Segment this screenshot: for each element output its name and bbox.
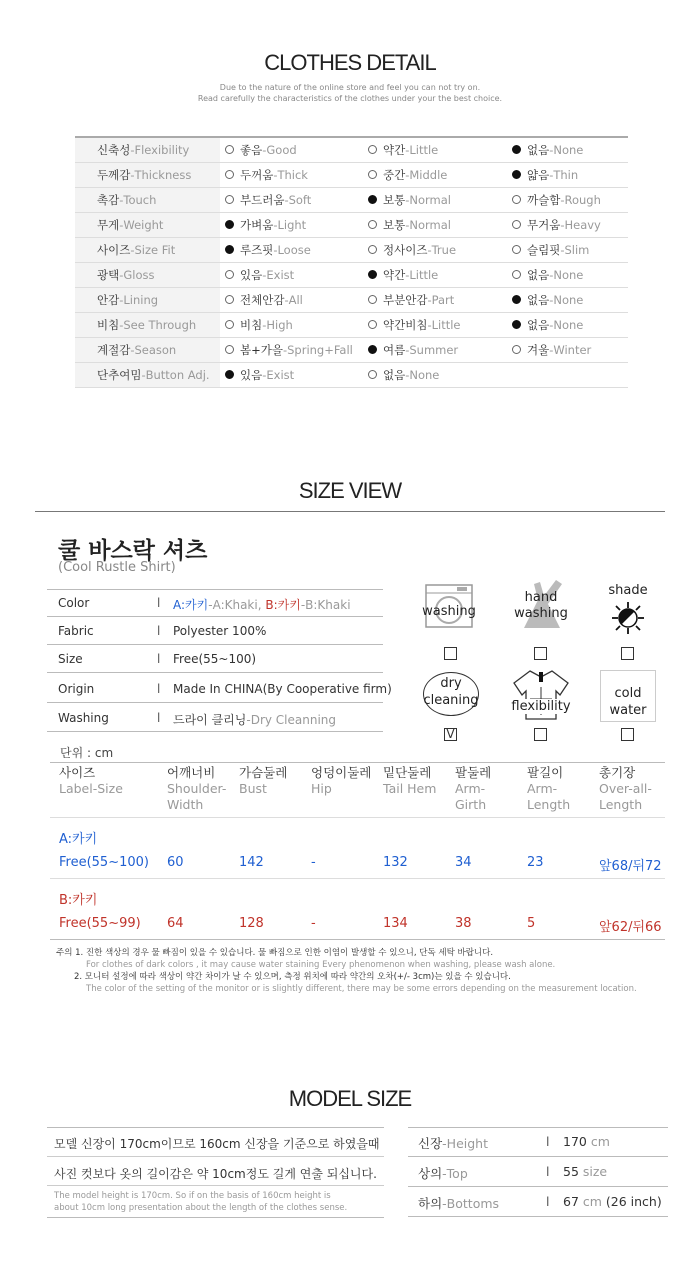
clothes-detail-title: CLOTHES DETAIL	[264, 50, 436, 75]
detail-option: 없음-None	[512, 263, 583, 288]
info-value: Free(55~100)	[173, 652, 257, 666]
size-header-cell: 어깨너비 Shoulder- Width	[167, 765, 227, 812]
detail-option: 약간비침-Little	[368, 313, 460, 338]
color-a: A:카키	[173, 598, 209, 612]
care-label-flexibility: flexibility	[506, 699, 576, 714]
detail-option: 있음-Exist	[225, 363, 294, 388]
note-1-en: For clothes of dark colors , it may cause water staining Every phenomenon when washing, please wash alone.	[86, 960, 556, 970]
checkbox-shade[interactable]	[621, 647, 634, 660]
detail-label: 무게-Weight	[75, 213, 220, 237]
size-row-label: B:카키	[59, 893, 98, 908]
detail-option: 무거움-Heavy	[512, 213, 601, 238]
size-cell: 134	[383, 916, 408, 931]
empty-dot-icon	[225, 345, 234, 354]
model-line-3b: about 10cm long presentation about the length of the clothes sense.	[54, 1203, 348, 1213]
selected-dot-icon	[368, 345, 377, 354]
care-label-washing: washing	[422, 604, 476, 619]
detail-label: 계절감-Season	[75, 338, 220, 362]
size-cell: 5	[527, 916, 536, 931]
detail-row	[75, 288, 628, 313]
info-row-washing	[47, 704, 383, 732]
detail-option: 슬림핏-Slim	[512, 238, 589, 263]
model-measure-row: 신장-Height l 170 cm	[408, 1127, 668, 1157]
empty-dot-icon	[225, 295, 234, 304]
detail-option: 없음-None	[512, 288, 583, 313]
size-cell: -	[311, 916, 316, 931]
selected-dot-icon	[512, 295, 521, 304]
info-value	[173, 711, 336, 728]
shade-sun-icon	[611, 601, 645, 635]
size-header-cell: 사이즈 Label-Size	[59, 765, 123, 796]
detail-option: 정사이즈-True	[368, 238, 456, 263]
model-line-2: 사진 컷보다 옷의 길이감은 약 10cm정도 길게 연출 되십니다.	[54, 1167, 377, 1181]
model-line-3a: The model height is 170cm. So if on the basis of 160cm height is	[54, 1191, 331, 1201]
size-cell: 23	[527, 855, 544, 870]
detail-row	[75, 138, 628, 163]
size-header-cell: 총기장 Over-all- Length	[599, 765, 652, 812]
detail-option: 없음-None	[512, 313, 583, 338]
size-cell: 34	[455, 855, 472, 870]
info-value	[173, 596, 351, 613]
selected-dot-icon	[368, 195, 377, 204]
detail-option: 비침-High	[225, 313, 293, 338]
empty-dot-icon	[368, 320, 377, 329]
model-line-1: 모델 신장이 170cm이므로 160cm 신장을 기준으로 하였을때	[54, 1137, 380, 1151]
divider	[35, 511, 665, 512]
model-measure-row: 상의-Top l 55 size	[408, 1157, 668, 1187]
detail-option: 까슬함-Rough	[512, 188, 601, 213]
detail-row	[75, 313, 628, 338]
divider	[50, 939, 665, 940]
detail-label: 안감-Lining	[75, 288, 220, 312]
info-value: Polyester 100%	[173, 624, 267, 638]
checkbox-washing[interactable]	[444, 647, 457, 660]
detail-label: 비침-See Through	[75, 313, 220, 337]
detail-option: 없음-None	[512, 138, 583, 163]
empty-dot-icon	[225, 270, 234, 279]
detail-option: 있음-Exist	[225, 263, 294, 288]
unit-label: 단위 : cm	[60, 746, 114, 760]
checkbox-hand-washing[interactable]	[534, 647, 547, 660]
color-b-en: -B:Khaki	[300, 598, 351, 612]
empty-dot-icon	[368, 370, 377, 379]
model-line-3-box	[47, 1186, 384, 1218]
detail-option: 보통-Normal	[368, 188, 451, 213]
info-key: Washing	[58, 711, 109, 725]
clothes-detail-subtitle-2: Read carefully the characteristics of the clothes under your the best choice.	[197, 94, 503, 103]
checkbox-flexibility[interactable]	[534, 728, 547, 741]
detail-option: 약간-Little	[368, 138, 438, 163]
size-header-cell: 엉덩이둘레 Hip	[311, 765, 372, 796]
empty-dot-icon	[225, 170, 234, 179]
care-label-shade: shade	[608, 583, 648, 598]
detail-row	[75, 213, 628, 238]
empty-dot-icon	[512, 220, 521, 229]
detail-option: 봄+가을-Spring+Fall	[225, 338, 353, 363]
size-cell: Free(55~99)	[59, 916, 141, 931]
divider	[50, 878, 665, 879]
model-line-1-box	[47, 1127, 384, 1157]
size-cell: 128	[239, 916, 264, 931]
detail-option: 얇음-Thin	[512, 163, 578, 188]
detail-row	[75, 238, 628, 263]
detail-option: 없음-None	[368, 363, 439, 388]
empty-dot-icon	[512, 270, 521, 279]
separator: l	[157, 711, 161, 725]
selected-dot-icon	[368, 270, 377, 279]
detail-label: 신축성-Flexibility	[75, 138, 220, 162]
washing-ko: 드라이 클리닝	[173, 713, 247, 727]
empty-dot-icon	[368, 220, 377, 229]
color-a-en: -A:Khaki,	[208, 598, 266, 612]
separator: l	[157, 624, 161, 638]
detail-label: 두께감-Thickness	[75, 163, 220, 187]
color-b: B:카키	[265, 598, 301, 612]
checkbox-cold-water[interactable]	[621, 728, 634, 741]
detail-row	[75, 263, 628, 288]
size-row-label: A:카키	[59, 832, 98, 847]
size-cell: 64	[167, 916, 184, 931]
size-cell: 142	[239, 855, 264, 870]
selected-dot-icon	[225, 245, 234, 254]
size-cell: 38	[455, 916, 472, 931]
empty-dot-icon	[225, 320, 234, 329]
info-value: Made In CHINA(By Cooperative firm)	[173, 682, 392, 696]
info-key: Origin	[58, 682, 95, 696]
clothes-detail-table	[75, 136, 628, 388]
detail-option: 여름-Summer	[368, 338, 458, 363]
separator: l	[157, 682, 161, 696]
detail-option: 중간-Middle	[368, 163, 447, 188]
size-header-cell: 팔길이 Arm- Length	[527, 765, 571, 812]
empty-dot-icon	[225, 195, 234, 204]
detail-option: 부분안감-Part	[368, 288, 454, 313]
detail-option: 보통-Normal	[368, 213, 451, 238]
size-header-cell: 밑단둘레 Tail Hem	[383, 765, 437, 796]
selected-dot-icon	[512, 320, 521, 329]
divider	[50, 762, 665, 763]
empty-dot-icon	[225, 145, 234, 154]
clothes-detail-subtitle-1: Due to the nature of the online store and feel you can not try on.	[219, 83, 481, 92]
info-key: Fabric	[58, 624, 94, 638]
detail-option: 약간-Little	[368, 263, 438, 288]
size-header-cell: 가슴둘레 Bust	[239, 765, 288, 796]
note-1: 주의 1. 진한 색상의 경우 물 빠짐이 있을 수 있습니다. 물 빠짐으로 인한 이염이 발생할 수 있으니, 단독 세탁 바랍니다.	[56, 948, 494, 958]
model-line-2-box	[47, 1157, 384, 1186]
info-row-fabric	[47, 617, 383, 645]
size-cell: 60	[167, 855, 184, 870]
detail-option: 좋음-Good	[225, 138, 297, 163]
info-row-color	[47, 589, 383, 617]
detail-label: 사이즈-Size Fit	[75, 238, 220, 262]
detail-row	[75, 188, 628, 213]
size-cell: 앞68/뒤72	[599, 859, 662, 874]
selected-dot-icon	[225, 220, 234, 229]
detail-option: 부드러움-Soft	[225, 188, 311, 213]
size-header-cell: 팔둘레 Arm- Girth	[455, 765, 492, 812]
note-2-en: The color of the setting of the monitor or is slightly different, there may be some errors depending on the measurement location.	[86, 984, 637, 994]
empty-dot-icon	[368, 295, 377, 304]
empty-dot-icon	[368, 145, 377, 154]
notes	[56, 947, 637, 995]
info-key: Size	[58, 652, 83, 666]
selected-dot-icon	[225, 370, 234, 379]
product-name-en: (Cool Rustle Shirt)	[58, 560, 176, 575]
detail-label: 단추여밈-Button Adj.	[75, 363, 220, 387]
product-name: 쿨 바스락 셔츠	[58, 538, 208, 564]
selected-dot-icon	[512, 145, 521, 154]
detail-option: 전체안감-All	[225, 288, 303, 313]
model-size-title: MODEL SIZE	[288, 1086, 412, 1111]
empty-dot-icon	[512, 195, 521, 204]
detail-option: 루즈핏-Loose	[225, 238, 311, 263]
detail-row	[75, 163, 628, 188]
detail-label: 촉감-Touch	[75, 188, 220, 212]
detail-option: 두꺼움-Thick	[225, 163, 308, 188]
washing-en: -Dry Cleanning	[246, 713, 337, 727]
empty-dot-icon	[512, 345, 521, 354]
checkbox-dry-cleaning-checked[interactable]: V	[444, 728, 457, 741]
detail-row	[75, 363, 628, 388]
care-label-cold-water: cold water	[609, 686, 647, 718]
empty-dot-icon	[368, 245, 377, 254]
size-cell: -	[311, 855, 316, 870]
note-2: 2. 모니터 설정에 따라 색상이 약간 차이가 날 수 있으며, 측정 위치에 따라 약간의 오차(+/- 3cm)는 있을 수 있습니다.	[74, 972, 511, 982]
info-key: Color	[58, 596, 90, 610]
selected-dot-icon	[512, 170, 521, 179]
separator: l	[157, 596, 161, 610]
detail-option: 가벼움-Light	[225, 213, 306, 238]
size-view-title: SIZE VIEW	[298, 478, 402, 503]
empty-dot-icon	[512, 245, 521, 254]
divider	[50, 817, 665, 818]
empty-dot-icon	[368, 170, 377, 179]
separator: l	[157, 652, 161, 666]
model-measure-row: 하의-Bottoms l 67 cm (26 inch)	[408, 1187, 668, 1217]
detail-label: 광택-Gloss	[75, 263, 220, 287]
care-label-dry-cleaning: dry cleaning	[423, 676, 479, 708]
detail-option: 겨울-Winter	[512, 338, 591, 363]
care-label-hand-washing: hand washing	[514, 590, 568, 621]
size-cell: 132	[383, 855, 408, 870]
detail-row	[75, 338, 628, 363]
size-cell: 앞62/뒤66	[599, 920, 662, 935]
info-row-origin	[47, 675, 392, 703]
info-row-size	[47, 645, 383, 673]
size-cell: Free(55~100)	[59, 855, 149, 870]
